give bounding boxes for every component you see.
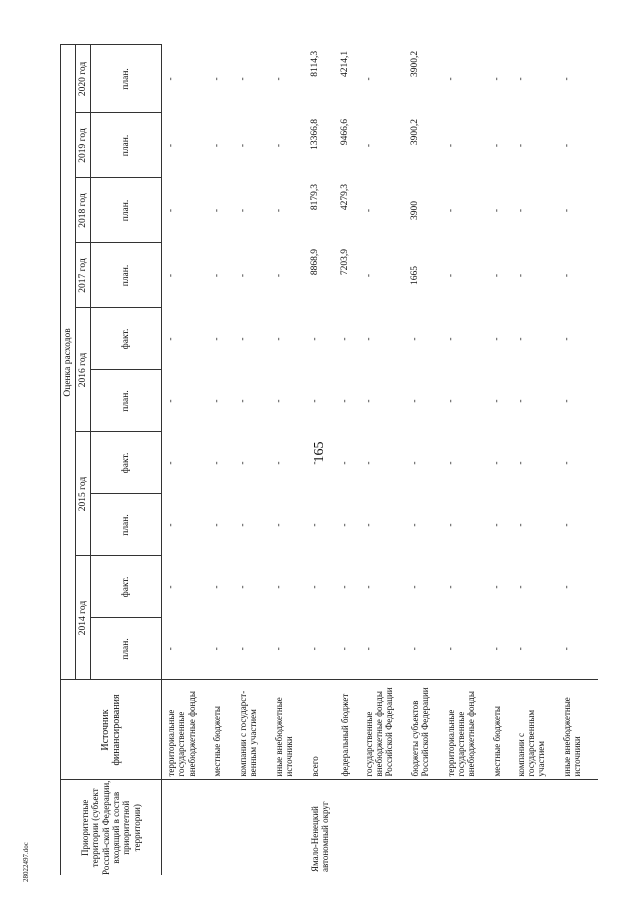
value-cell: - bbox=[211, 143, 222, 148]
value-cell: - bbox=[561, 337, 572, 341]
value-cell: - bbox=[515, 647, 526, 651]
value-cell: 3900,2 bbox=[409, 50, 420, 78]
year-2016-header: 2016 год bbox=[76, 308, 91, 432]
year-2020-header: 2020 год bbox=[76, 45, 91, 113]
value-cell: - bbox=[309, 399, 320, 403]
plan-header-2019: план. bbox=[91, 113, 162, 178]
value-cell: - bbox=[237, 461, 248, 465]
value-cell: - bbox=[273, 337, 284, 341]
estimate-group-header: Оценка расходов bbox=[61, 45, 76, 680]
value-cell: - bbox=[363, 523, 374, 527]
territory-cell bbox=[406, 780, 442, 875]
value-cell: - bbox=[237, 647, 248, 651]
territory-cell: Ямало-Ненецкий автономный округ bbox=[306, 780, 336, 875]
value-cell: - bbox=[491, 337, 502, 341]
value-cell: - bbox=[491, 77, 502, 81]
value-cell: - bbox=[515, 337, 526, 341]
table-row bbox=[270, 45, 306, 875]
source-cell: территориальные государственные внебюджетные фонды bbox=[442, 680, 488, 780]
value-cell: - bbox=[445, 143, 456, 148]
value-cell: - bbox=[166, 585, 176, 589]
plan-header-2015: план. bbox=[91, 494, 162, 556]
year-2015-header: 2015 год bbox=[76, 432, 91, 556]
value-cell: 4279,3 bbox=[339, 184, 350, 211]
table-row bbox=[360, 45, 406, 875]
value-cell: - bbox=[363, 337, 374, 341]
table-row bbox=[558, 45, 598, 875]
plan-header-2017: план. bbox=[91, 243, 162, 308]
value-cell: - bbox=[561, 399, 572, 403]
value-cell: - bbox=[363, 647, 374, 651]
value-cell: - bbox=[445, 461, 456, 465]
value-cell: - bbox=[445, 647, 456, 651]
value-cell: - bbox=[237, 273, 248, 278]
value-cell: - bbox=[166, 399, 176, 403]
table-row bbox=[442, 45, 488, 875]
value-cell: - bbox=[237, 585, 248, 589]
territory-cell bbox=[442, 780, 488, 875]
source-cell: государственные внебюджетные фонды Российской Федерации bbox=[360, 680, 406, 780]
value-cell: - bbox=[339, 461, 350, 465]
value-cell: - bbox=[491, 647, 502, 651]
territory-cell bbox=[558, 780, 598, 875]
value-cell: - bbox=[309, 585, 320, 589]
value-cell: - bbox=[515, 399, 526, 403]
value-cell: - bbox=[363, 585, 374, 589]
value-cell: - bbox=[273, 143, 284, 148]
value-cell: - bbox=[515, 208, 526, 213]
fact-header-2016: факт. bbox=[91, 308, 162, 370]
value-cell: - bbox=[561, 585, 572, 589]
value-cell: - bbox=[445, 399, 456, 403]
value-cell: - bbox=[273, 585, 284, 589]
value-cell: - bbox=[445, 585, 456, 589]
value-cell: 3900,2 bbox=[409, 119, 420, 146]
value-cell: - bbox=[491, 585, 502, 589]
value-cell: - bbox=[166, 77, 176, 81]
value-cell: - bbox=[211, 647, 222, 651]
value-cell: - bbox=[237, 523, 248, 527]
value-cell: - bbox=[445, 337, 456, 341]
value-cell: - bbox=[166, 647, 176, 651]
value-cell: 13366,8 bbox=[309, 119, 320, 150]
value-cell: - bbox=[273, 523, 284, 527]
value-cell: - bbox=[491, 273, 502, 278]
table-row bbox=[162, 45, 208, 875]
value-cell: - bbox=[237, 208, 248, 213]
value-cell: - bbox=[363, 143, 374, 148]
value-cell: - bbox=[309, 337, 320, 341]
value-cell: - bbox=[491, 523, 502, 527]
value-cell: - bbox=[309, 647, 320, 651]
source-cell: местные бюджеты bbox=[488, 680, 512, 780]
value-cell: - bbox=[339, 523, 350, 527]
value-cell: - bbox=[211, 273, 222, 278]
value-cell: - bbox=[309, 461, 320, 465]
value-cell: - bbox=[339, 337, 350, 341]
value-cell: 8114,3 bbox=[309, 50, 320, 77]
territory-cell bbox=[234, 780, 270, 875]
value-cell: - bbox=[211, 523, 222, 527]
value-cell: - bbox=[339, 647, 350, 651]
value-cell: - bbox=[237, 399, 248, 403]
value-cell: - bbox=[515, 77, 526, 81]
page-number: 165 bbox=[312, 441, 327, 463]
table-row bbox=[512, 45, 558, 875]
value-cell: 7203,9 bbox=[339, 249, 350, 276]
source-cell: территориальные государственные внебюджетные фонды bbox=[162, 680, 208, 780]
value-cell: - bbox=[409, 585, 420, 589]
value-cell: - bbox=[363, 461, 374, 465]
value-cell: 8868,9 bbox=[309, 249, 320, 276]
value-cell: - bbox=[515, 585, 526, 589]
value-cell: - bbox=[515, 461, 526, 465]
value-cell: - bbox=[166, 523, 176, 527]
plan-header-2014: план. bbox=[91, 618, 162, 680]
value-cell: - bbox=[166, 337, 176, 341]
territory-cell bbox=[336, 780, 360, 875]
value-cell: - bbox=[363, 399, 374, 403]
value-cell: 9466,6 bbox=[339, 119, 350, 146]
value-cell: - bbox=[211, 585, 222, 589]
value-cell: - bbox=[309, 523, 320, 527]
value-cell: - bbox=[445, 77, 456, 81]
table-row bbox=[306, 45, 336, 875]
plan-header-2020: план. bbox=[91, 45, 162, 113]
value-cell: - bbox=[515, 273, 526, 278]
plan-header-2016: план. bbox=[91, 370, 162, 432]
year-2014-header: 2014 год bbox=[76, 556, 91, 680]
source-cell: бюджеты субъектов Российской Федерации bbox=[406, 680, 442, 780]
value-cell: - bbox=[237, 337, 248, 341]
value-cell: - bbox=[445, 208, 456, 213]
value-cell: - bbox=[273, 77, 284, 81]
value-cell: - bbox=[561, 273, 572, 278]
value-cell: - bbox=[561, 77, 572, 81]
table-header bbox=[61, 45, 162, 875]
source-cell: всего bbox=[306, 680, 336, 780]
value-cell: - bbox=[561, 208, 572, 213]
source-cell: компании с государст-венным участием bbox=[234, 680, 270, 780]
value-cell: - bbox=[166, 461, 176, 465]
value-cell: - bbox=[561, 647, 572, 651]
value-cell: - bbox=[515, 523, 526, 527]
value-cell: - bbox=[211, 208, 222, 213]
source-column-header: Источник финансирования bbox=[61, 680, 162, 780]
territory-cell bbox=[208, 780, 234, 875]
table-row bbox=[336, 45, 360, 875]
source-cell: иные внебюджетные источники bbox=[558, 680, 598, 780]
value-cell: - bbox=[273, 399, 284, 403]
value-cell: 3900 bbox=[409, 201, 420, 220]
value-cell: - bbox=[409, 337, 420, 341]
value-cell: - bbox=[561, 143, 572, 148]
value-cell: - bbox=[273, 208, 284, 213]
value-cell: - bbox=[363, 208, 374, 213]
value-cell: 8179,3 bbox=[309, 184, 320, 211]
table-row bbox=[208, 45, 234, 875]
value-cell: - bbox=[561, 523, 572, 527]
fact-header-2015: факт. bbox=[91, 432, 162, 494]
source-cell: местные бюджеты bbox=[208, 680, 234, 780]
source-cell: иные внебюджетные источники bbox=[270, 680, 306, 780]
territory-cell bbox=[162, 780, 208, 875]
table-row bbox=[234, 45, 270, 875]
value-cell: - bbox=[409, 399, 420, 403]
value-cell: - bbox=[273, 273, 284, 278]
value-cell: - bbox=[211, 461, 222, 465]
value-cell: - bbox=[237, 143, 248, 148]
value-cell: - bbox=[491, 208, 502, 213]
value-cell: - bbox=[211, 77, 222, 81]
value-cell: - bbox=[491, 461, 502, 465]
rotated-table-wrapper bbox=[60, 45, 640, 875]
value-cell: - bbox=[561, 461, 572, 465]
value-cell: - bbox=[491, 143, 502, 148]
value-cell: - bbox=[409, 523, 420, 527]
value-cell: - bbox=[339, 585, 350, 589]
value-cell: - bbox=[166, 273, 176, 278]
value-cell: - bbox=[363, 273, 374, 278]
fact-header-2014: факт. bbox=[91, 556, 162, 618]
value-cell: - bbox=[237, 77, 248, 81]
value-cell: 4214,1 bbox=[339, 50, 350, 78]
document-code: 28022497.doc bbox=[22, 842, 30, 882]
value-cell: - bbox=[211, 399, 222, 403]
value-cell: - bbox=[273, 647, 284, 651]
territory-column-header: Приоритетные территории (субъект Россий-ской Федерации, входящий в состав приоритетной территории) bbox=[61, 780, 162, 875]
year-2018-header: 2018 год bbox=[76, 178, 91, 243]
table-body bbox=[162, 45, 598, 875]
value-cell: - bbox=[409, 647, 420, 651]
source-cell: компании с государственным участием bbox=[512, 680, 558, 780]
year-2017-header: 2017 год bbox=[76, 243, 91, 308]
table-row bbox=[406, 45, 442, 875]
territory-cell bbox=[488, 780, 512, 875]
territory-cell bbox=[270, 780, 306, 875]
value-cell: 1665 bbox=[409, 266, 420, 285]
value-cell: - bbox=[339, 399, 350, 403]
year-2019-header: 2019 год bbox=[76, 113, 91, 178]
value-cell: - bbox=[166, 143, 176, 148]
expenditure-estimate-table bbox=[60, 44, 598, 875]
value-cell: - bbox=[273, 461, 284, 465]
plan-header-2018: план. bbox=[91, 178, 162, 243]
value-cell: - bbox=[363, 77, 374, 81]
value-cell: - bbox=[166, 208, 176, 213]
table-row bbox=[488, 45, 512, 875]
value-cell: - bbox=[445, 273, 456, 278]
territory-cell bbox=[512, 780, 558, 875]
value-cell: - bbox=[491, 399, 502, 403]
source-cell: федеральный бюджет bbox=[336, 680, 360, 780]
value-cell: - bbox=[211, 337, 222, 341]
value-cell: - bbox=[409, 461, 420, 465]
value-cell: - bbox=[515, 143, 526, 148]
territory-cell bbox=[360, 780, 406, 875]
value-cell: - bbox=[445, 523, 456, 527]
